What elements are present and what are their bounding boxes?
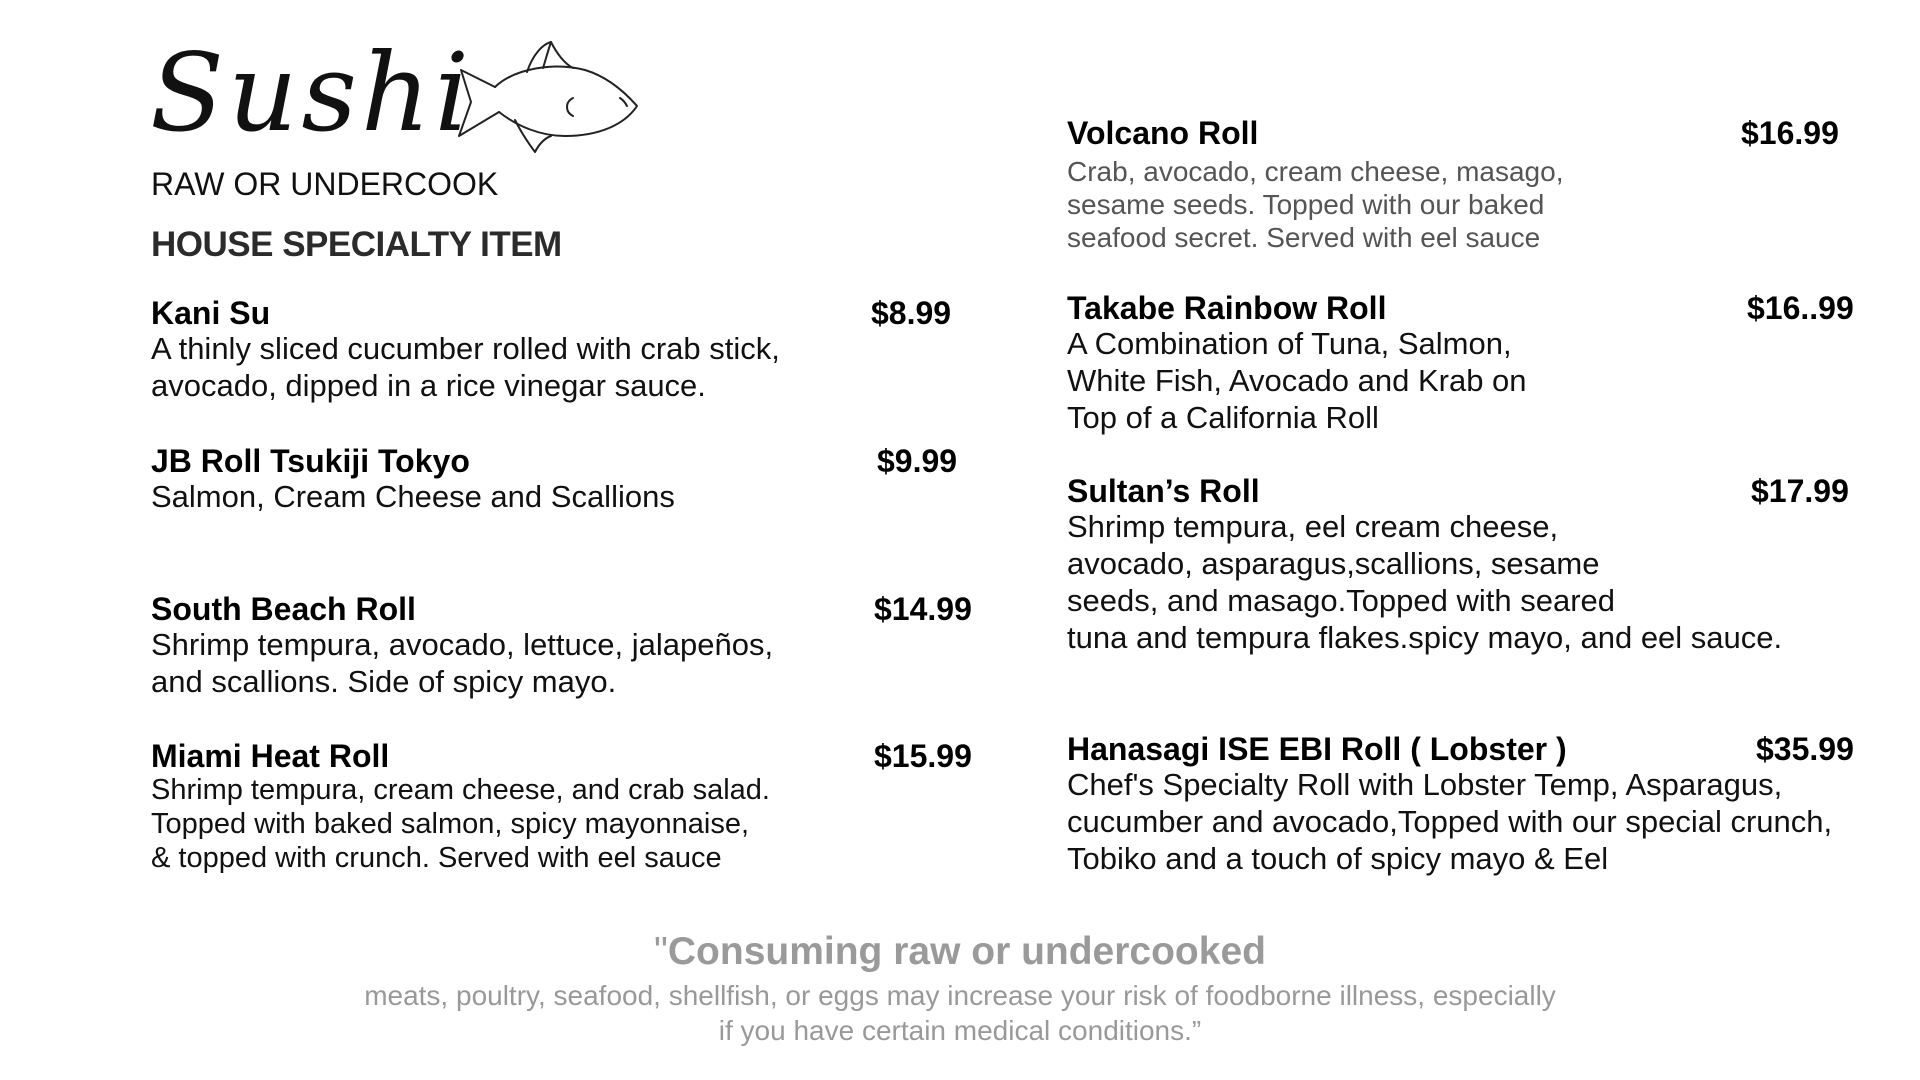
description-line: Topped with baked salmon, spicy mayonnaise, — [151, 808, 750, 840]
description-line: seeds, and masago.Topped with seared — [1067, 583, 1616, 618]
description-line: Chef's Specialty Roll with Lobster Temp, Asparagus, — [1067, 767, 1783, 802]
description-line: avocado, dipped in a rice vinegar sauce. — [151, 368, 706, 403]
item-price-miami-heat-roll: $15.99 — [874, 738, 972, 774]
disclaimer-heading — [0, 930, 1920, 974]
item-description — [1067, 325, 1527, 436]
item-price-takabe-rainbow-roll: $16..99 — [1747, 290, 1854, 326]
item-description — [151, 330, 780, 404]
item-description — [151, 626, 773, 700]
item-name-south-beach-roll: South Beach Roll — [151, 591, 416, 627]
item-name-hanasagi-ise-ebi-roll: Hanasagi ISE EBI Roll ( Lobster ) — [1067, 731, 1567, 767]
item-price-kani-su: $8.99 — [871, 295, 952, 331]
open-quote: " — [654, 930, 668, 973]
item-name-sultans-roll: Sultan’s Roll — [1067, 473, 1260, 509]
item-description — [1067, 508, 1782, 656]
section-title: HOUSE SPECIALTY ITEM — [151, 225, 562, 264]
description-line: A thinly sliced cucumber rolled with crab stick, — [151, 331, 780, 366]
description-line: Shrimp tempura, avocado, lettuce, jalapeños, — [151, 627, 774, 662]
description-line: White Fish, Avocado and Krab on — [1067, 363, 1527, 398]
description-line: avocado, asparagus,scallions, sesame — [1067, 546, 1600, 581]
description-line: Salmon, Cream Cheese and Scallions — [151, 479, 675, 514]
item-price-volcano-roll: $16.99 — [1741, 115, 1839, 151]
description-line: cucumber and avocado,Topped with our special crunch, — [1067, 804, 1833, 839]
item-name-jb-roll: JB Roll Tsukiji Tokyo — [151, 443, 470, 479]
disclaimer-heading-text: Consuming raw or undercooked — [667, 930, 1266, 973]
item-price-south-beach-roll: $14.99 — [874, 591, 972, 627]
description-line: Crab, avocado, cream cheese, masago, — [1067, 156, 1564, 187]
item-description — [151, 478, 675, 515]
item-price-jb-roll: $9.99 — [877, 443, 958, 479]
item-description — [1067, 766, 1832, 877]
disclaimer-line: if you have certain medical conditions.” — [718, 1015, 1202, 1046]
description-line: Shrimp tempura, cream cheese, and crab salad. — [151, 774, 770, 806]
disclaimer-body — [0, 978, 1920, 1048]
description-line: and scallions. Side of spicy mayo. — [151, 664, 617, 699]
description-line: seafood secret. Served with eel sauce — [1067, 222, 1541, 253]
description-line: Top of a California Roll — [1067, 400, 1379, 435]
description-line: tuna and tempura flakes.spicy mayo, and eel sauce. — [1067, 620, 1783, 655]
item-name-miami-heat-roll: Miami Heat Roll — [151, 738, 390, 774]
fish-icon — [455, 40, 645, 158]
item-description — [151, 773, 770, 875]
description-line: sesame seeds. Topped with our baked — [1067, 189, 1545, 220]
item-price-sultans-roll: $17.99 — [1751, 473, 1849, 509]
item-name-kani-su: Kani Su — [151, 295, 271, 331]
item-name-volcano-roll: Volcano Roll — [1067, 115, 1259, 151]
disclaimer-line: meats, poultry, seafood, shellfish, or eggs may increase your risk of foodborne illness, especially — [364, 980, 1556, 1011]
description-line: A Combination of Tuna, Salmon, — [1067, 326, 1512, 361]
description-line: Shrimp tempura, eel cream cheese, — [1067, 509, 1559, 544]
item-description — [1067, 155, 1563, 254]
item-price-hanasagi-ise-ebi-roll: $35.99 — [1756, 731, 1854, 767]
raw-note: RAW OR UNDERCOOK — [151, 166, 499, 202]
item-name-takabe-rainbow-roll: Takabe Rainbow Roll — [1067, 290, 1387, 326]
description-line: & topped with crunch. Served with eel sauce — [151, 842, 722, 874]
menu-title: Sushi — [150, 31, 474, 156]
description-line: Tobiko and a touch of spicy mayo & Eel — [1067, 841, 1609, 876]
